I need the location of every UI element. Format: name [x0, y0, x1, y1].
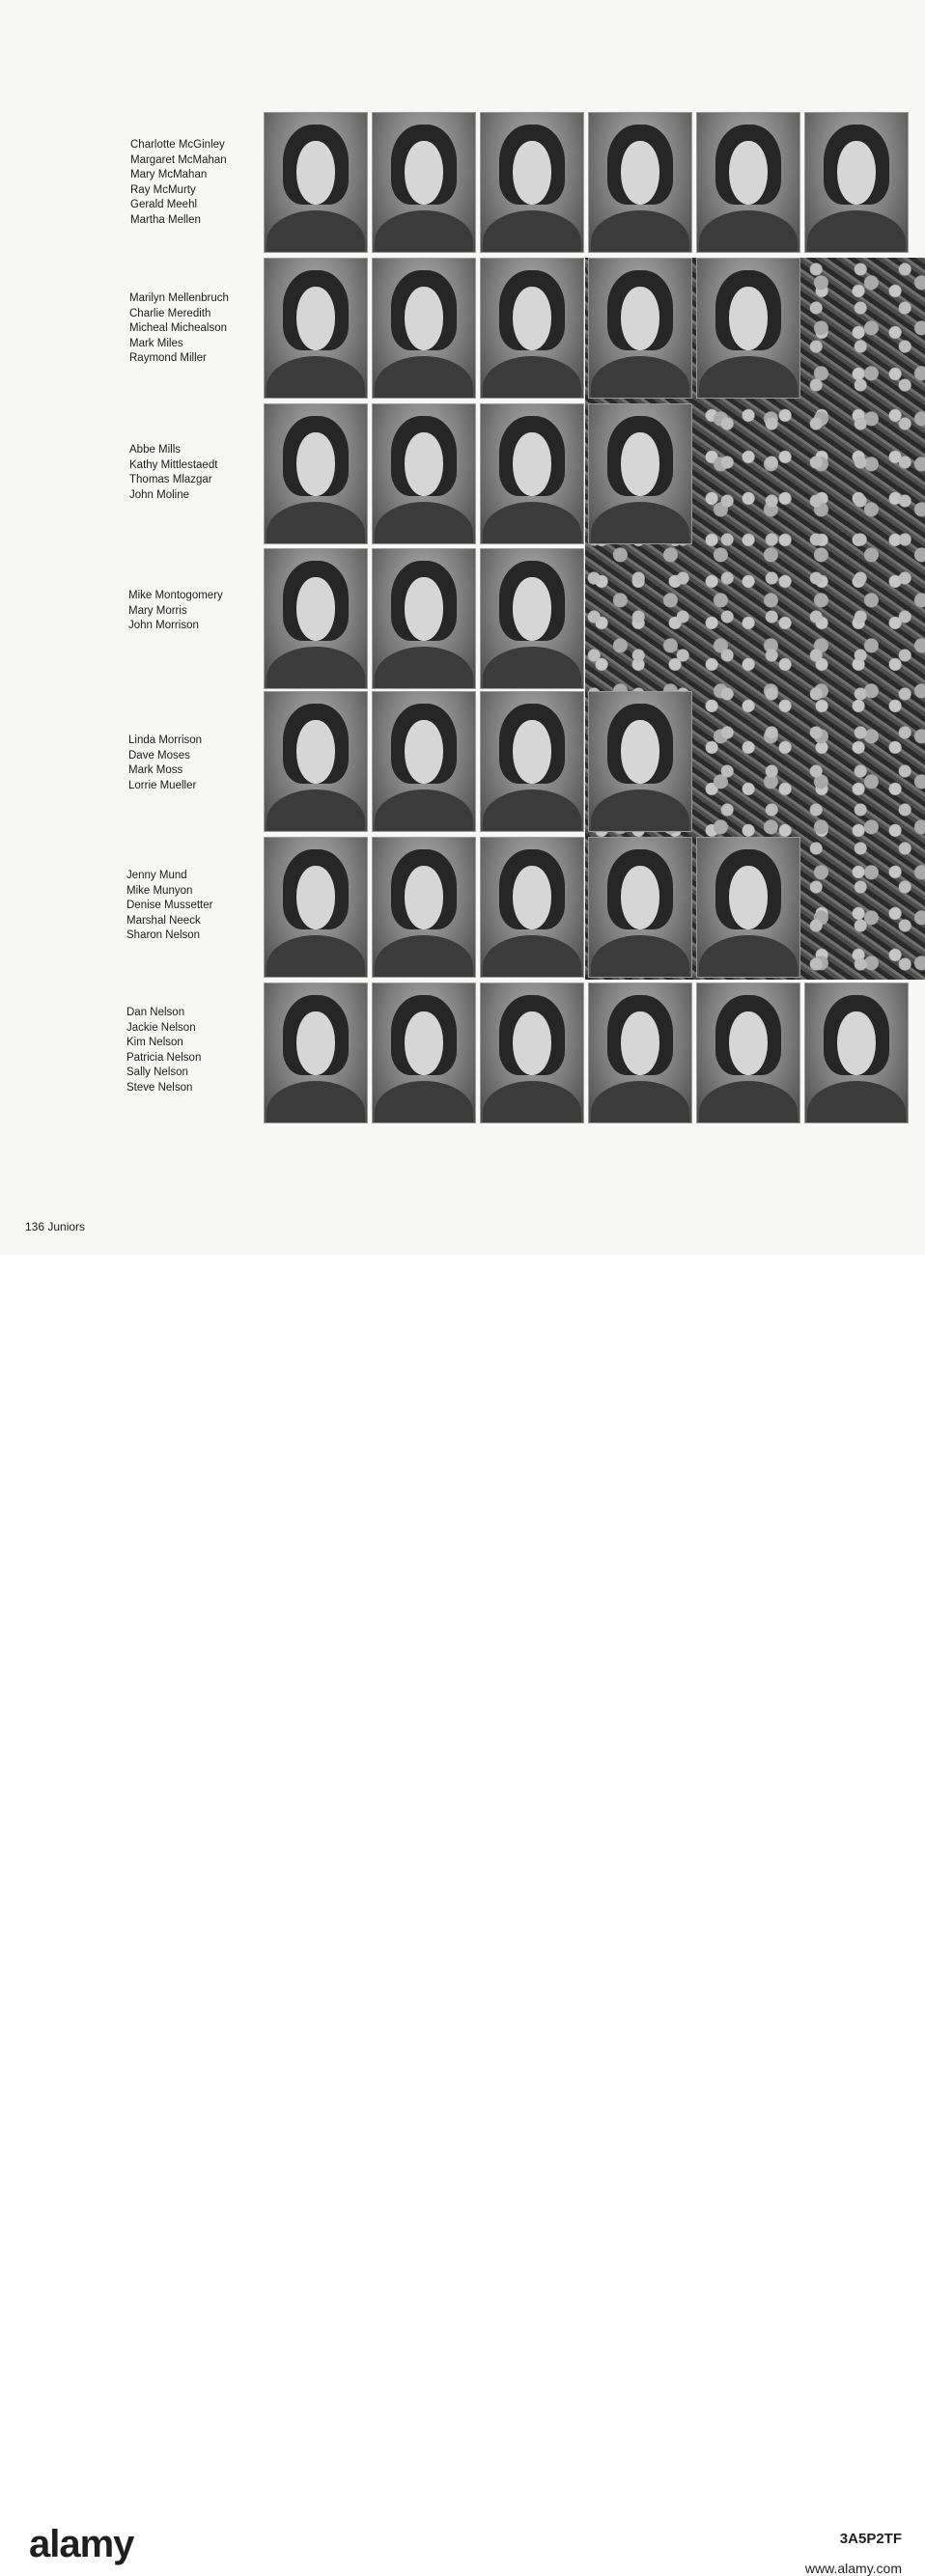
student-portrait — [264, 258, 368, 399]
name-list-row-1 — [130, 138, 227, 228]
page-folio: 136 Juniors — [25, 1220, 86, 1233]
student-portrait — [372, 837, 476, 978]
student-portrait — [264, 548, 368, 689]
student-name: Abbe Mills — [129, 444, 182, 456]
student-portrait — [804, 983, 909, 1123]
student-portrait — [264, 837, 368, 978]
student-portrait — [696, 837, 800, 978]
name-list-row-4 — [128, 589, 223, 634]
student-portrait — [480, 548, 584, 689]
student-name: Dave Moses — [128, 749, 190, 762]
name-list-row-3 — [129, 443, 217, 503]
student-name: Mike Montogomery — [128, 590, 223, 601]
student-name: Mike Munyon — [126, 884, 193, 897]
student-portrait — [588, 403, 692, 544]
student-name: Margaret McMahan — [130, 153, 227, 166]
student-name: Linda Morrison — [128, 734, 203, 746]
student-portrait — [264, 691, 368, 832]
student-portrait — [588, 837, 692, 978]
name-list-row-6 — [126, 869, 212, 944]
student-portrait — [372, 112, 476, 253]
student-portrait — [804, 112, 909, 253]
student-name: Marshal Neeck — [126, 914, 201, 927]
student-name: Martha Mellen — [130, 213, 201, 226]
student-portrait — [264, 112, 368, 253]
student-name: Kim Nelson — [126, 1037, 183, 1048]
student-name: Marilyn Mellenbruch — [129, 292, 229, 304]
student-portrait — [264, 983, 368, 1123]
student-portrait — [480, 112, 584, 253]
student-name: Ray McMurty — [130, 183, 196, 196]
student-portrait — [372, 548, 476, 689]
student-name: John Moline — [129, 488, 190, 501]
student-portrait — [480, 837, 584, 978]
student-name: Gerald Meehl — [130, 199, 198, 210]
student-name: Mark Moss — [128, 764, 183, 776]
student-portrait — [588, 983, 692, 1123]
student-portrait — [372, 691, 476, 832]
student-portrait — [696, 112, 800, 253]
student-portrait — [588, 258, 692, 399]
student-portrait — [480, 403, 584, 544]
student-portrait — [480, 983, 584, 1123]
watermark-footer — [0, 1255, 925, 2576]
student-name: Kathy Mittlestaedt — [129, 458, 218, 471]
student-name: Dan Nelson — [126, 1007, 185, 1018]
name-list-row-7 — [126, 1006, 201, 1095]
student-portrait — [480, 258, 584, 399]
student-portrait — [696, 258, 800, 399]
student-name: Charlotte McGinley — [130, 139, 225, 151]
student-name: Mary McMahan — [130, 169, 208, 180]
student-name: Sally Nelson — [126, 1066, 188, 1078]
student-name: Sharon Nelson — [126, 929, 201, 941]
student-portrait — [588, 691, 692, 832]
student-name: Jackie Nelson — [126, 1021, 196, 1034]
student-name: Charlie Meredith — [129, 307, 211, 319]
image-id: 3A5P2TF — [839, 2531, 902, 2547]
student-name: Patricia Nelson — [126, 1051, 202, 1064]
student-name: Mark Miles — [129, 337, 183, 349]
student-portrait — [372, 983, 476, 1123]
student-name: Jenny Mund — [126, 870, 187, 881]
student-portrait — [588, 112, 692, 253]
student-name: Lorrie Mueller — [128, 779, 197, 791]
student-portrait — [372, 258, 476, 399]
student-portrait — [372, 403, 476, 544]
student-name: Denise Mussetter — [126, 900, 213, 911]
student-name: Steve Nelson — [126, 1081, 193, 1094]
student-portrait — [696, 983, 800, 1123]
student-name: Thomas Mlazgar — [129, 474, 212, 485]
student-name: Raymond Miller — [129, 352, 207, 364]
student-name: Micheal Michealson — [129, 322, 227, 334]
site-url[interactable]: www.alamy.com — [804, 2561, 902, 2576]
yearbook-page — [0, 0, 925, 1255]
student-portrait — [480, 691, 584, 832]
student-name: Mary Morris — [128, 604, 187, 617]
name-list-row-5 — [128, 734, 202, 793]
student-portrait — [264, 403, 368, 544]
student-name: John Morrison — [128, 620, 199, 631]
brand-logo[interactable]: alamy — [29, 2523, 134, 2565]
name-list-row-2 — [129, 291, 229, 367]
